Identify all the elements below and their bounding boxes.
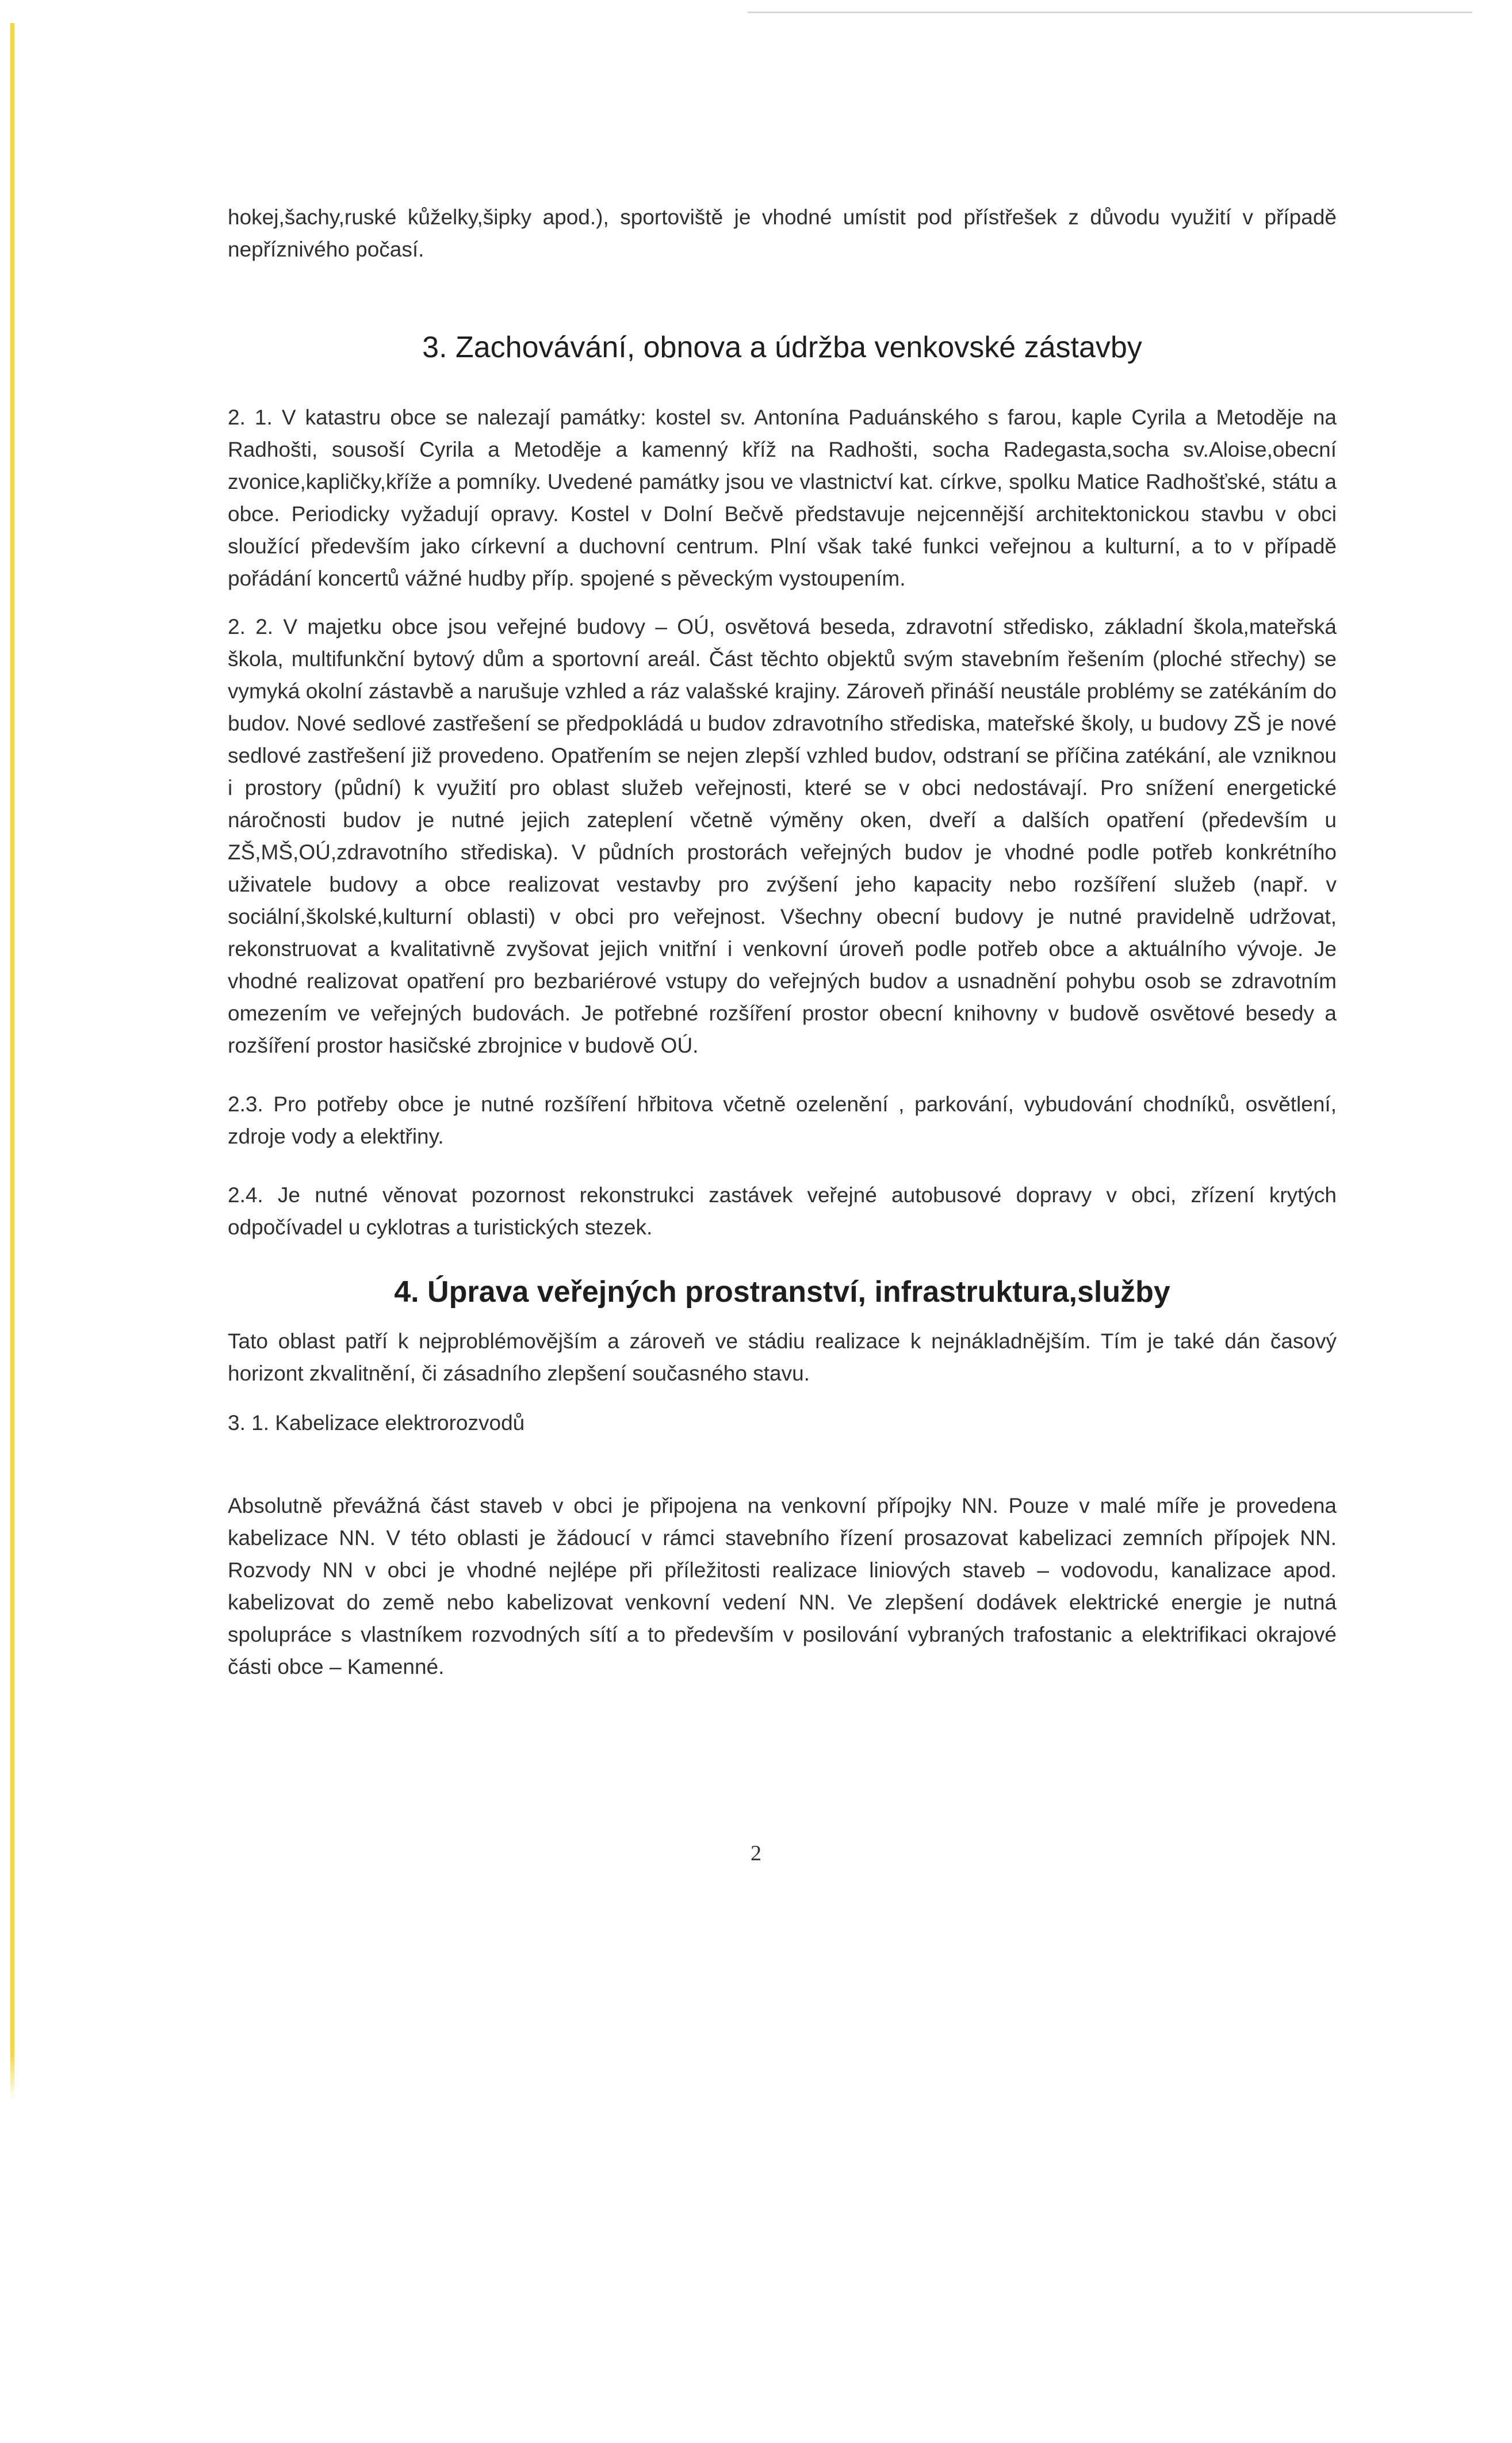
- document-body: [228, 201, 1337, 1683]
- section-3-paragraph-2-1: 2. 1. V katastru obce se nalezají památky: kostel sv. Antonína Paduánského s farou, kaple Cyrila a Metoděje na Radhošti, sousoší Cyrila a Metoděje a kamenný kříž na Radhošti, socha Radegasta,socha sv.Aloise,obecní zvonice,kapličky,kříže a pomníky. Uvedené památky jsou ve vlastnictví kat. církve, spolku Matice Radhošťské, státu a obce. Periodicky vyžadují opravy. Kostel v Dolní Bečvě představuje nejcennější architektonickou stavbu v obci sloužící především jako církevní a duchovní centrum. Plní však také funkci veřejnou a kulturní, a to v případě pořádání koncertů vážné hudby příp. spojené s pěveckým vystoupením.: [228, 406, 1337, 590]
- section-3-paragraph-2-2: 2. 2. V majetku obce jsou veřejné budovy – OÚ, osvětová beseda, zdravotní středisko, základní škola,mateřská škola, multifunkční bytový dům a sportovní areál. Část těchto objektů svým stavebním řešením (ploché střechy) se vymyká okolní zástavbě a narušuje vzhled a ráz valašské krajiny. Zároveň přináší neustále problémy se zatékáním do budov. Nové sedlové zastřešení se předpokládá u budov zdravotního střediska, mateřské školy, u budovy ZŠ je nové sedlové zastřešení již provedeno. Opatřením se nejen zlepší vzhled budov, odstraní se příčina zatékání, ale vzniknou i prostory (půdní) k využití pro oblast služeb veřejnosti, které se v obci nedostávají. Pro snížení energetické náročnosti budov je nutné jejich zateplení včetně výměny oken, dveří a dalších opatření (především u ZŠ,MŠ,OÚ,zdravotního střediska). V půdních prostorách veřejných budov je vhodné podle potřeb konkrétního uživatele budovy a obce realizovat vestavby pro zvýšení jeho kapacity nebo rozšíření služeb (např. v sociální,školské,kulturní oblasti) v obci pro veřejnost. Všechny obecní budovy je nutné pravidelně udržovat, rekonstruovat a kvalitativně zvyšovat jejich vnitřní i venkovní úroveň podle potřeb obce a aktuálního vývoje. Je vhodné realizovat opatření pro bezbariérové vstupy do veřejných budov a usnadnění pohybu osob se zdravotním omezením ve veřejných budovách. Je potřebné rozšíření prostor obecní knihovny v budově osvětové besedy a rozšíření prostor hasičské zbrojnice v budově OÚ.: [228, 615, 1337, 1057]
- scan-edge-mark: [10, 23, 14, 2054]
- page-number: 2: [751, 1841, 761, 1865]
- intro-paragraph: hokej,šachy,ruské kůželky,šipky apod.), sportoviště je vhodné umístit pod přístřešek z důvodu využití v případě nepříznivého počasí.: [228, 205, 1337, 261]
- subsection-3-1-heading: 3. 1. Kabelizace elektrorozvodů: [228, 1411, 525, 1435]
- section-4-paragraph-intro: Tato oblast patří k nejproblémovějším a zároveň ve stádiu realizace k nejnákladnějším. Tím je také dán časový horizont zkvalitnění, či zásadního zlepšení současného stavu.: [228, 1329, 1337, 1385]
- subsection-3-1-paragraph: Absolutně převážná část staveb v obci je připojena na venkovní přípojky NN. Pouze v malé míře je provedena kabelizace NN. V této oblasti je žádoucí v rámci stavebního řízení prosazovat kabelizaci zemních přípojek NN. Rozvody NN v obci je vhodné nejlépe při příležitosti realizace liniových staveb – vodovodu, kanalizace apod. kabelizovat do země nebo kabelizovat venkovní vedení NN. Ve zlepšení dodávek elektrické energie je nutná spolupráce s vlastníkem rozvodných sítí a to především v posilování vybraných trafostanic a elektrifikaci okrajové části obce – Kamenné.: [228, 1494, 1337, 1679]
- section-3-paragraph-2-4: 2.4. Je nutné věnovat pozornost rekonstrukci zastávek veřejné autobusové dopravy v obci, zřízení krytých odpočívadel u cyklotras a turistických stezek.: [228, 1183, 1337, 1239]
- section-3-title: 3. Zachovávání, obnova a údržba venkovské zástavby: [422, 331, 1142, 364]
- scan-top-line: [748, 12, 1472, 13]
- section-3-paragraph-2-3: 2.3. Pro potřeby obce je nutné rozšíření hřbitova včetně ozelenění , parkování, vybudování chodníků, osvětlení, zdroje vody a elektřiny.: [228, 1092, 1337, 1148]
- section-4-title: 4. Úprava veřejných prostranství, infrastruktura,služby: [394, 1275, 1170, 1309]
- scan-edge-mark-fade: [10, 2054, 14, 2100]
